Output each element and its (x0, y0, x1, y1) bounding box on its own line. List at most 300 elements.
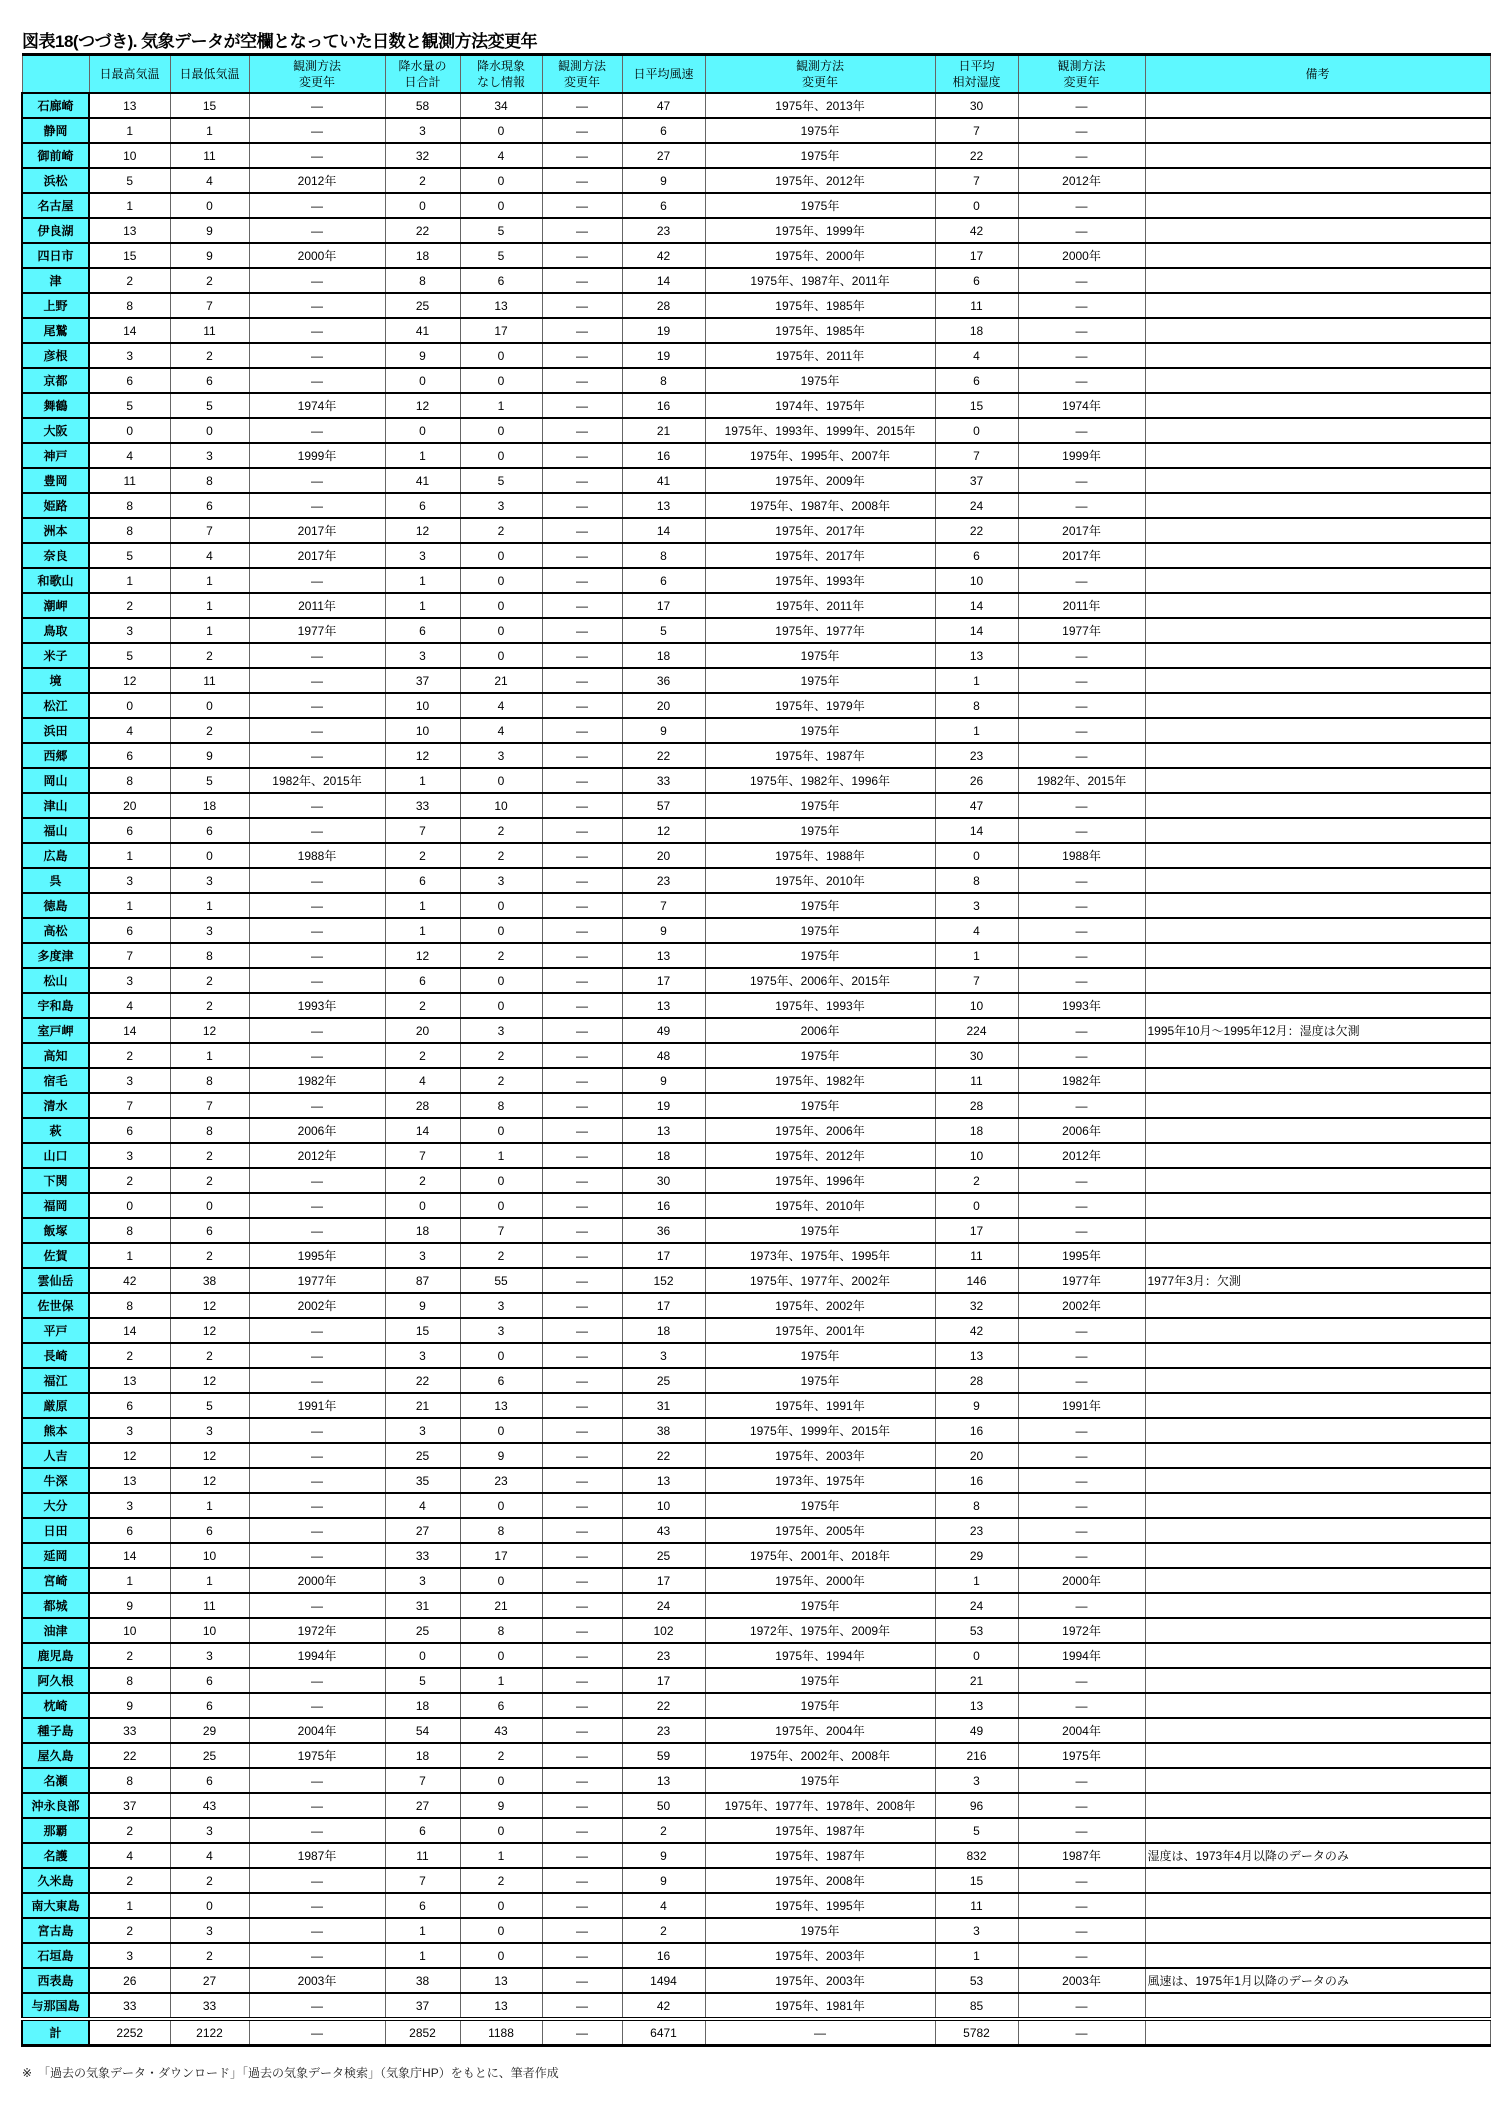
cell-no-precip-info: 0 (460, 1568, 542, 1593)
cell-station: 福岡 (22, 1193, 89, 1218)
cell-note (1145, 1043, 1490, 1068)
cell-precip-total: 58 (385, 93, 460, 118)
cell-no-precip-info: 13 (460, 1993, 542, 2019)
cell-station: 日田 (22, 1518, 89, 1543)
table-row (22, 568, 1490, 593)
cell-note (1145, 168, 1490, 193)
cell-humidity-method-year: — (1018, 1693, 1145, 1718)
table-row (22, 1543, 1490, 1568)
cell-avg-wind: 24 (622, 1593, 705, 1618)
cell-temp-method-year: — (249, 468, 385, 493)
cell-wind-method-year: 1975年、1987年 (705, 1818, 935, 1843)
cell-humidity-method-year: — (1018, 1918, 1145, 1943)
cell-humidity-method-year: — (1018, 418, 1145, 443)
cell-max-temp: 5 (89, 393, 170, 418)
cell-wind-method-year: 1975年 (705, 1768, 935, 1793)
cell-humidity-method-year: — (1018, 693, 1145, 718)
cell-humidity-method-year: 1972年 (1018, 1618, 1145, 1643)
cell-precip-total: 2 (385, 168, 460, 193)
cell-min-temp: 6 (170, 1693, 249, 1718)
table-row (22, 718, 1490, 743)
table-row (22, 193, 1490, 218)
cell-wind-method-year: 1975年 (705, 818, 935, 843)
cell-no-precip-info: 17 (460, 1543, 542, 1568)
cell-avg-wind: 18 (622, 1318, 705, 1343)
cell-wind-method-year: 1975年、2003年 (705, 1943, 935, 1968)
cell-avg-wind: 17 (622, 1568, 705, 1593)
cell-humidity-method-year: 1991年 (1018, 1393, 1145, 1418)
cell-max-temp: 13 (89, 93, 170, 118)
cell-humidity-method-year: — (1018, 1018, 1145, 1043)
cell-precip-total: 2 (385, 1043, 460, 1068)
cell-humidity-method-year: 1995年 (1018, 1243, 1145, 1268)
cell-avg-humidity: 3 (935, 1768, 1018, 1793)
cell-no-precip-info: 1 (460, 393, 542, 418)
cell-station: 京都 (22, 368, 89, 393)
cell-precip-total: 25 (385, 1443, 460, 1468)
table-row (22, 693, 1490, 718)
cell-avg-humidity: 14 (935, 618, 1018, 643)
cell-humidity-method-year: — (1018, 1418, 1145, 1443)
cell-wind-method-year: 1975年、1999年、2015年 (705, 1418, 935, 1443)
cell-wind-method-year: 1975年、2013年 (705, 93, 935, 118)
cell-temp-method-year: 2004年 (249, 1718, 385, 1743)
cell-wind-method-year: 1975年、1994年 (705, 1643, 935, 1668)
cell-min-temp: 43 (170, 1793, 249, 1818)
cell-wind-method-year: 1975年、1993年、1999年、2015年 (705, 418, 935, 443)
cell-no-precip-info: 0 (460, 368, 542, 393)
cell-humidity-method-year: — (1018, 568, 1145, 593)
cell-avg-wind: 7 (622, 893, 705, 918)
cell-note: 1995年10月～1995年12月：湿度は欠測 (1145, 1018, 1490, 1043)
cell-min-temp: 8 (170, 943, 249, 968)
cell-no-precip-info: 1 (460, 1843, 542, 1868)
cell-precip-method-year: — (542, 1843, 622, 1868)
cell-max-temp: 14 (89, 1318, 170, 1343)
cell-avg-humidity: 0 (935, 1643, 1018, 1668)
cell-max-temp: 22 (89, 1743, 170, 1768)
cell-precip-method-year: — (542, 943, 622, 968)
cell-no-precip-info: 2 (460, 1068, 542, 1093)
cell-wind-method-year: 1975年、1991年 (705, 1393, 935, 1418)
cell-wind-method-year: 1974年、1975年 (705, 393, 935, 418)
cell-precip-total: 4 (385, 1068, 460, 1093)
cell-avg-humidity: 28 (935, 1368, 1018, 1393)
header-wind-method-year: 観測方法 変更年 (705, 55, 935, 94)
table-row (22, 1443, 1490, 1468)
cell-station: 沖永良部 (22, 1793, 89, 1818)
table-row (22, 543, 1490, 568)
cell-note (1145, 968, 1490, 993)
cell-min-temp: 7 (170, 293, 249, 318)
cell-note (1145, 1168, 1490, 1193)
cell-temp-method-year: — (249, 668, 385, 693)
cell-min-temp: 25 (170, 1743, 249, 1768)
cell-note (1145, 318, 1490, 343)
cell-precip-total: 33 (385, 1543, 460, 1568)
cell-station: 神戸 (22, 443, 89, 468)
cell-humidity-method-year: — (1018, 1443, 1145, 1468)
cell-avg-wind: 17 (622, 593, 705, 618)
cell-no-precip-info: 1 (460, 1143, 542, 1168)
cell-temp-method-year: — (249, 1368, 385, 1393)
cell-wind-method-year: 1975年、1987年、2011年 (705, 268, 935, 293)
cell-avg-humidity: 4 (935, 343, 1018, 368)
table-row (22, 1793, 1490, 1818)
cell-precip-total: 0 (385, 1643, 460, 1668)
cell-precip-method-year: — (542, 1143, 622, 1168)
cell-max-temp: 2 (89, 1043, 170, 1068)
cell-precip-method-year: — (542, 1793, 622, 1818)
cell-max-temp: 2 (89, 1868, 170, 1893)
cell-note (1145, 218, 1490, 243)
cell-precip-method-year: — (542, 1818, 622, 1843)
cell-station: 延岡 (22, 1543, 89, 1568)
table-row (22, 1993, 1490, 2019)
cell-note (1145, 1318, 1490, 1343)
cell-max-temp: 8 (89, 518, 170, 543)
cell-precip-total: 41 (385, 468, 460, 493)
cell-avg-humidity: 224 (935, 1018, 1018, 1043)
cell-precip-method-year: — (542, 1318, 622, 1343)
cell-min-temp: 2 (170, 1243, 249, 1268)
cell-wind-method-year: 1975年 (705, 1593, 935, 1618)
cell-avg-humidity: 18 (935, 318, 1018, 343)
cell-avg-wind: 43 (622, 1518, 705, 1543)
cell-station: 静岡 (22, 118, 89, 143)
cell-note (1145, 568, 1490, 593)
cell-min-temp: 8 (170, 1118, 249, 1143)
cell-humidity-method-year: 1999年 (1018, 443, 1145, 468)
cell-min-temp: 11 (170, 143, 249, 168)
cell-humidity-method-year: — (1018, 1193, 1145, 1218)
cell-note (1145, 1243, 1490, 1268)
cell-avg-wind: 6471 (622, 2019, 705, 2046)
cell-note (1145, 493, 1490, 518)
cell-max-temp: 13 (89, 218, 170, 243)
cell-temp-method-year: — (249, 943, 385, 968)
cell-temp-method-year: — (249, 818, 385, 843)
cell-station: 飯塚 (22, 1218, 89, 1243)
cell-avg-wind: 25 (622, 1368, 705, 1393)
cell-avg-humidity: 23 (935, 743, 1018, 768)
cell-note (1145, 193, 1490, 218)
table-row (22, 1668, 1490, 1693)
cell-no-precip-info: 0 (460, 1118, 542, 1143)
cell-wind-method-year: 1975年 (705, 118, 935, 143)
cell-no-precip-info: 0 (460, 168, 542, 193)
cell-note (1145, 518, 1490, 543)
cell-precip-method-year: — (542, 1368, 622, 1393)
cell-station: 宮崎 (22, 1568, 89, 1593)
cell-avg-humidity: 9 (935, 1393, 1018, 1418)
table-row (22, 218, 1490, 243)
cell-min-temp: 6 (170, 818, 249, 843)
cell-precip-total: 22 (385, 218, 460, 243)
cell-no-precip-info: 0 (460, 618, 542, 643)
cell-max-temp: 5 (89, 643, 170, 668)
cell-precip-total: 3 (385, 118, 460, 143)
cell-no-precip-info: 0 (460, 1893, 542, 1918)
table-row (22, 1018, 1490, 1043)
cell-max-temp: 3 (89, 968, 170, 993)
cell-station: 名瀬 (22, 1768, 89, 1793)
cell-precip-method-year: — (542, 1518, 622, 1543)
table-row (22, 1418, 1490, 1443)
cell-avg-wind: 30 (622, 1168, 705, 1193)
cell-precip-method-year: — (542, 968, 622, 993)
table-row (22, 1743, 1490, 1768)
cell-note (1145, 818, 1490, 843)
cell-max-temp: 8 (89, 1768, 170, 1793)
cell-note (1145, 1368, 1490, 1393)
cell-min-temp: 4 (170, 543, 249, 568)
cell-avg-wind: 18 (622, 1143, 705, 1168)
cell-no-precip-info: 0 (460, 118, 542, 143)
cell-avg-wind: 59 (622, 1743, 705, 1768)
cell-temp-method-year: — (249, 1893, 385, 1918)
cell-precip-method-year: — (542, 393, 622, 418)
cell-avg-wind: 5 (622, 618, 705, 643)
cell-precip-method-year: — (542, 243, 622, 268)
cell-avg-humidity: 0 (935, 193, 1018, 218)
cell-avg-humidity: 7 (935, 118, 1018, 143)
cell-station: 久米島 (22, 1868, 89, 1893)
cell-avg-wind: 41 (622, 468, 705, 493)
cell-temp-method-year: 1975年 (249, 1743, 385, 1768)
table-row (22, 1218, 1490, 1243)
cell-precip-method-year: — (542, 443, 622, 468)
cell-precip-method-year: — (542, 568, 622, 593)
cell-no-precip-info: 2 (460, 843, 542, 868)
cell-avg-wind: 31 (622, 1393, 705, 1418)
cell-no-precip-info: 8 (460, 1093, 542, 1118)
cell-avg-humidity: 13 (935, 643, 1018, 668)
cell-station: 津山 (22, 793, 89, 818)
cell-station: 宿毛 (22, 1068, 89, 1093)
cell-precip-method-year: — (542, 293, 622, 318)
cell-station: 岡山 (22, 768, 89, 793)
cell-max-temp: 12 (89, 1443, 170, 1468)
cell-max-temp: 3 (89, 1493, 170, 1518)
cell-max-temp: 2252 (89, 2019, 170, 2046)
cell-temp-method-year: 2000年 (249, 243, 385, 268)
cell-station: 萩 (22, 1118, 89, 1143)
cell-no-precip-info: 3 (460, 1318, 542, 1343)
table-row (22, 1243, 1490, 1268)
cell-min-temp: 12 (170, 1293, 249, 1318)
cell-station: 大阪 (22, 418, 89, 443)
cell-temp-method-year: — (249, 1693, 385, 1718)
cell-precip-method-year: — (542, 143, 622, 168)
cell-avg-wind: 9 (622, 168, 705, 193)
cell-max-temp: 4 (89, 1843, 170, 1868)
cell-humidity-method-year: — (1018, 118, 1145, 143)
cell-wind-method-year: 1975年、1982年、1996年 (705, 768, 935, 793)
cell-max-temp: 14 (89, 318, 170, 343)
cell-max-temp: 33 (89, 1993, 170, 2019)
cell-avg-wind: 17 (622, 1668, 705, 1693)
cell-min-temp: 2 (170, 1168, 249, 1193)
cell-avg-wind: 50 (622, 1793, 705, 1818)
cell-avg-wind: 8 (622, 368, 705, 393)
table-row (22, 868, 1490, 893)
cell-station: 伊良湖 (22, 218, 89, 243)
cell-avg-humidity: 8 (935, 693, 1018, 718)
cell-no-precip-info: 2 (460, 1243, 542, 1268)
missing-data-table (21, 53, 1491, 2047)
cell-wind-method-year: 1975年、2011年 (705, 593, 935, 618)
cell-wind-method-year: 1975年、2006年、2015年 (705, 968, 935, 993)
cell-wind-method-year: 1975年 (705, 943, 935, 968)
cell-avg-humidity: 20 (935, 1443, 1018, 1468)
cell-no-precip-info: 21 (460, 1593, 542, 1618)
cell-avg-humidity: 30 (935, 93, 1018, 118)
cell-avg-humidity: 30 (935, 1043, 1018, 1068)
cell-min-temp: 3 (170, 1418, 249, 1443)
cell-no-precip-info: 0 (460, 643, 542, 668)
cell-precip-method-year: — (542, 1718, 622, 1743)
cell-precip-total: 3 (385, 643, 460, 668)
cell-precip-method-year: — (542, 1218, 622, 1243)
cell-station: 舞鶴 (22, 393, 89, 418)
cell-humidity-method-year: 2012年 (1018, 1143, 1145, 1168)
cell-no-precip-info: 23 (460, 1468, 542, 1493)
cell-station: 石廊崎 (22, 93, 89, 118)
cell-max-temp: 20 (89, 793, 170, 818)
table-row (22, 1918, 1490, 1943)
cell-wind-method-year: 1972年、1975年、2009年 (705, 1618, 935, 1643)
cell-max-temp: 14 (89, 1543, 170, 1568)
cell-avg-wind: 23 (622, 1643, 705, 1668)
cell-note (1145, 1718, 1490, 1743)
cell-note (1145, 268, 1490, 293)
cell-max-temp: 6 (89, 818, 170, 843)
cell-note: 湿度は、1973年4月以降のデータのみ (1145, 1843, 1490, 1868)
cell-max-temp: 3 (89, 1143, 170, 1168)
cell-precip-total: 25 (385, 293, 460, 318)
cell-avg-humidity: 6 (935, 368, 1018, 393)
cell-avg-wind: 18 (622, 643, 705, 668)
table-row (22, 668, 1490, 693)
cell-avg-humidity: 28 (935, 1093, 1018, 1118)
cell-humidity-method-year: — (1018, 893, 1145, 918)
cell-precip-total: 4 (385, 1493, 460, 1518)
cell-temp-method-year: 2011年 (249, 593, 385, 618)
cell-note (1145, 393, 1490, 418)
cell-min-temp: 0 (170, 693, 249, 718)
cell-avg-humidity: 96 (935, 1793, 1018, 1818)
cell-precip-total: 1 (385, 1943, 460, 1968)
table-row (22, 1568, 1490, 1593)
cell-station: 与那国島 (22, 1993, 89, 2019)
cell-temp-method-year: 2000年 (249, 1568, 385, 1593)
cell-avg-humidity: 32 (935, 1293, 1018, 1318)
cell-station: 清水 (22, 1093, 89, 1118)
cell-precip-method-year: — (542, 1893, 622, 1918)
cell-max-temp: 4 (89, 443, 170, 468)
cell-min-temp: 1 (170, 1568, 249, 1593)
cell-humidity-method-year: — (1018, 2019, 1145, 2046)
cell-temp-method-year: — (249, 1418, 385, 1443)
cell-precip-method-year: — (542, 1593, 622, 1618)
cell-avg-humidity: 11 (935, 1243, 1018, 1268)
cell-wind-method-year: 1975年 (705, 643, 935, 668)
cell-min-temp: 2 (170, 1143, 249, 1168)
cell-station: 那覇 (22, 1818, 89, 1843)
cell-precip-total: 12 (385, 943, 460, 968)
cell-min-temp: 8 (170, 468, 249, 493)
cell-humidity-method-year: — (1018, 1543, 1145, 1568)
cell-avg-humidity: 7 (935, 443, 1018, 468)
cell-min-temp: 12 (170, 1443, 249, 1468)
cell-avg-humidity: 216 (935, 1743, 1018, 1768)
cell-min-temp: 7 (170, 518, 249, 543)
cell-avg-wind: 19 (622, 1093, 705, 1118)
cell-wind-method-year: 1975年、2010年 (705, 868, 935, 893)
cell-temp-method-year: — (249, 218, 385, 243)
cell-avg-wind: 9 (622, 1868, 705, 1893)
cell-avg-wind: 48 (622, 1043, 705, 1068)
cell-station: 広島 (22, 843, 89, 868)
cell-precip-total: 10 (385, 693, 460, 718)
cell-precip-total: 18 (385, 1218, 460, 1243)
cell-avg-wind: 13 (622, 1468, 705, 1493)
cell-note (1145, 1393, 1490, 1418)
cell-humidity-method-year: — (1018, 1793, 1145, 1818)
cell-humidity-method-year: — (1018, 1993, 1145, 2019)
cell-avg-humidity: 10 (935, 1143, 1018, 1168)
cell-min-temp: 12 (170, 1368, 249, 1393)
table-row (22, 818, 1490, 843)
cell-note (1145, 1943, 1490, 1968)
cell-max-temp: 6 (89, 1118, 170, 1143)
cell-note (1145, 768, 1490, 793)
cell-no-precip-info: 6 (460, 1693, 542, 1718)
header-no-precip-info: 降水現象 なし情報 (460, 55, 542, 94)
table-row (22, 793, 1490, 818)
table-row (22, 1593, 1490, 1618)
table-row (22, 1043, 1490, 1068)
cell-avg-wind: 16 (622, 1943, 705, 1968)
cell-no-precip-info: 0 (460, 418, 542, 443)
cell-station: 佐世保 (22, 1293, 89, 1318)
cell-humidity-method-year: — (1018, 818, 1145, 843)
cell-max-temp: 0 (89, 1193, 170, 1218)
cell-max-temp: 6 (89, 1518, 170, 1543)
cell-precip-total: 37 (385, 668, 460, 693)
cell-wind-method-year: 1975年、2017年 (705, 543, 935, 568)
table-row (22, 143, 1490, 168)
cell-no-precip-info: 0 (460, 343, 542, 368)
cell-wind-method-year: 1975年、2003年 (705, 1443, 935, 1468)
cell-min-temp: 11 (170, 1593, 249, 1618)
cell-note (1145, 1568, 1490, 1593)
cell-no-precip-info: 2 (460, 1043, 542, 1068)
cell-avg-humidity: 1 (935, 1943, 1018, 1968)
cell-precip-total: 6 (385, 493, 460, 518)
cell-no-precip-info: 0 (460, 1193, 542, 1218)
cell-station: 石垣島 (22, 1943, 89, 1968)
cell-precip-method-year: — (542, 1743, 622, 1768)
cell-note (1145, 1143, 1490, 1168)
cell-temp-method-year: — (249, 1918, 385, 1943)
cell-temp-method-year: — (249, 1993, 385, 2019)
cell-wind-method-year: 1975年 (705, 718, 935, 743)
cell-avg-humidity: 1 (935, 943, 1018, 968)
header-min-temp: 日最低気温 (170, 55, 249, 94)
cell-precip-total: 28 (385, 1093, 460, 1118)
